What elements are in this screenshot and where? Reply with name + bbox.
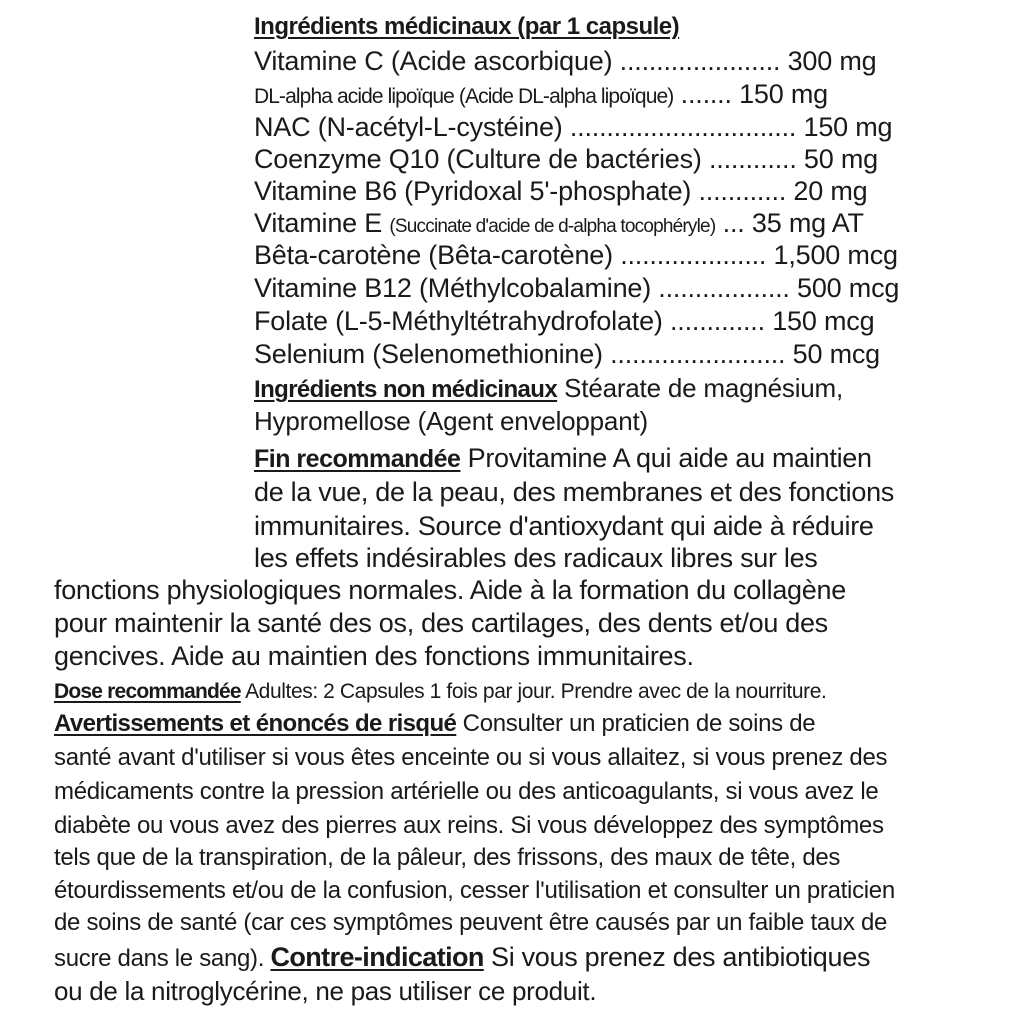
non-medicinal-heading: Ingrédients non médicinaux <box>254 376 558 403</box>
ingredient-name: Selenium (Selenomethionine) <box>254 339 603 369</box>
ingredient-name: Vitamine B12 (Méthylcobalamine) <box>254 273 651 303</box>
dose-line <box>54 681 826 702</box>
leader-dots: ........................ <box>602 339 786 369</box>
non-medicinal-text: Stéarate de magnésium, <box>557 373 844 403</box>
purpose-line: fonctions physiologiques normales. Aide à la formation du collagène <box>54 575 846 605</box>
contraindication-text: Si vous prenez des antibiotiques <box>483 942 871 972</box>
ingredient-row <box>254 178 867 205</box>
ingredient-name: Coenzyme Q10 (Culture de bactéries) <box>254 144 702 174</box>
purpose-line <box>254 445 872 472</box>
ingredient-name: Bêta-carotène (Bêta-carotène) <box>254 240 613 270</box>
warning-line <box>54 712 815 736</box>
ingredient-row <box>254 341 880 368</box>
medicinal-heading: Ingrédients médicinaux (par 1 capsule) <box>254 13 680 40</box>
ingredient-row <box>254 242 898 269</box>
warning-line: de soins de santé (car ces symptômes peuvent être causés par un faible taux de <box>54 909 888 936</box>
leader-dots: ............. <box>662 306 765 336</box>
leader-dots: .................. <box>651 273 790 303</box>
warning-line: santé avant d'utiliser si vous êtes enceinte ou si vous allaitez, si vous prenez des <box>54 744 888 771</box>
warning-line: diabète ou vous avez des pierres aux reins. Si vous développez des symptômes <box>54 812 884 839</box>
warning-line <box>54 944 870 971</box>
leader-dots: ....... <box>673 79 732 109</box>
ingredient-amount: 20 mg <box>786 176 868 206</box>
ingredient-amount: 50 mg <box>796 144 878 174</box>
ingredient-amount: 1,500 mcg <box>766 240 898 270</box>
purpose-text: Provitamine A qui aide au maintien <box>460 443 872 473</box>
leader-dots: ............ <box>701 144 797 174</box>
ingredient-amount: 150 mcg <box>764 306 875 336</box>
non-medicinal-line <box>254 375 843 402</box>
warning-text: sucre dans le sang). <box>54 945 265 972</box>
ingredient-row <box>254 308 874 335</box>
purpose-heading: Fin recommandée <box>254 445 461 473</box>
ingredient-amount: 35 mg AT <box>744 208 864 238</box>
ingredient-row <box>254 210 864 237</box>
ingredient-row <box>254 48 876 75</box>
ingredient-name: Vitamine E <box>254 208 390 238</box>
warning-line: tels que de la transpiration, de la pâleur, des frissons, des maux de tête, des <box>54 844 841 871</box>
ingredient-description: (Succinate d'acide de d-alpha tocophéryle) <box>389 216 716 237</box>
dose-text: Adultes: 2 Capsules 1 fois par jour. Prendre avec de la nourriture. <box>240 680 827 703</box>
ingredient-name: DL-alpha acide lipoïque (Acide DL-alpha lipoïque) <box>254 85 674 108</box>
warning-line: médicaments contre la pression artérielle ou des anticoagulants, si vous avez le <box>54 778 879 805</box>
ingredient-row <box>254 275 899 302</box>
contraindication-heading: Contre-indication <box>270 942 484 972</box>
ingredient-name: NAC (N-acétyl-L-cystéine) <box>254 112 563 142</box>
purpose-line: pour maintenir la santé des os, des cartilages, des dents et/ou des <box>54 608 828 638</box>
leader-dots: ...................... <box>612 46 781 76</box>
purpose-line: les effets indésirables des radicaux libres sur les <box>254 543 818 573</box>
non-medicinal-line: Hypromellose (Agent enveloppant) <box>254 406 648 436</box>
dose-heading: Dose recommandée <box>54 680 241 703</box>
ingredient-amount: 50 mcg <box>785 339 881 369</box>
ingredient-amount: 150 mg <box>796 112 893 142</box>
warnings-heading: Avertissements et énoncés de risqué <box>54 710 457 737</box>
ingredient-name: Vitamine C (Acide ascorbique) <box>254 46 613 76</box>
purpose-line: gencives. Aide au maintien des fonctions immunitaires. <box>54 641 694 671</box>
ingredient-amount: 150 mg <box>731 79 828 109</box>
purpose-line: immunitaires. Source d'antioxydant qui aide à réduire <box>254 511 874 541</box>
ingredient-row <box>254 81 828 108</box>
leader-dots: .................... <box>612 240 767 270</box>
ingredient-name: Vitamine B6 (Pyridoxal 5'-phosphate) <box>254 176 692 206</box>
ingredient-row <box>254 114 892 141</box>
ingredient-name: Folate (L-5-Méthyltétrahydrofolate) <box>254 306 663 336</box>
leader-dots: ............ <box>691 176 787 206</box>
leader-dots: ... <box>715 208 745 238</box>
ingredient-amount: 500 mcg <box>789 273 900 303</box>
contraindication-line: ou de la nitroglycérine, ne pas utiliser ce produit. <box>54 976 597 1006</box>
warning-text: Consulter un praticien de soins de <box>456 710 816 737</box>
purpose-line: de la vue, de la peau, des membranes et des fonctions <box>254 477 895 507</box>
ingredient-row <box>254 146 878 173</box>
leader-dots: ............................... <box>562 112 797 142</box>
warning-line: étourdissements et/ou de la confusion, cesser l'utilisation et consulter un praticien <box>54 877 895 904</box>
ingredient-amount: 300 mg <box>780 46 877 76</box>
